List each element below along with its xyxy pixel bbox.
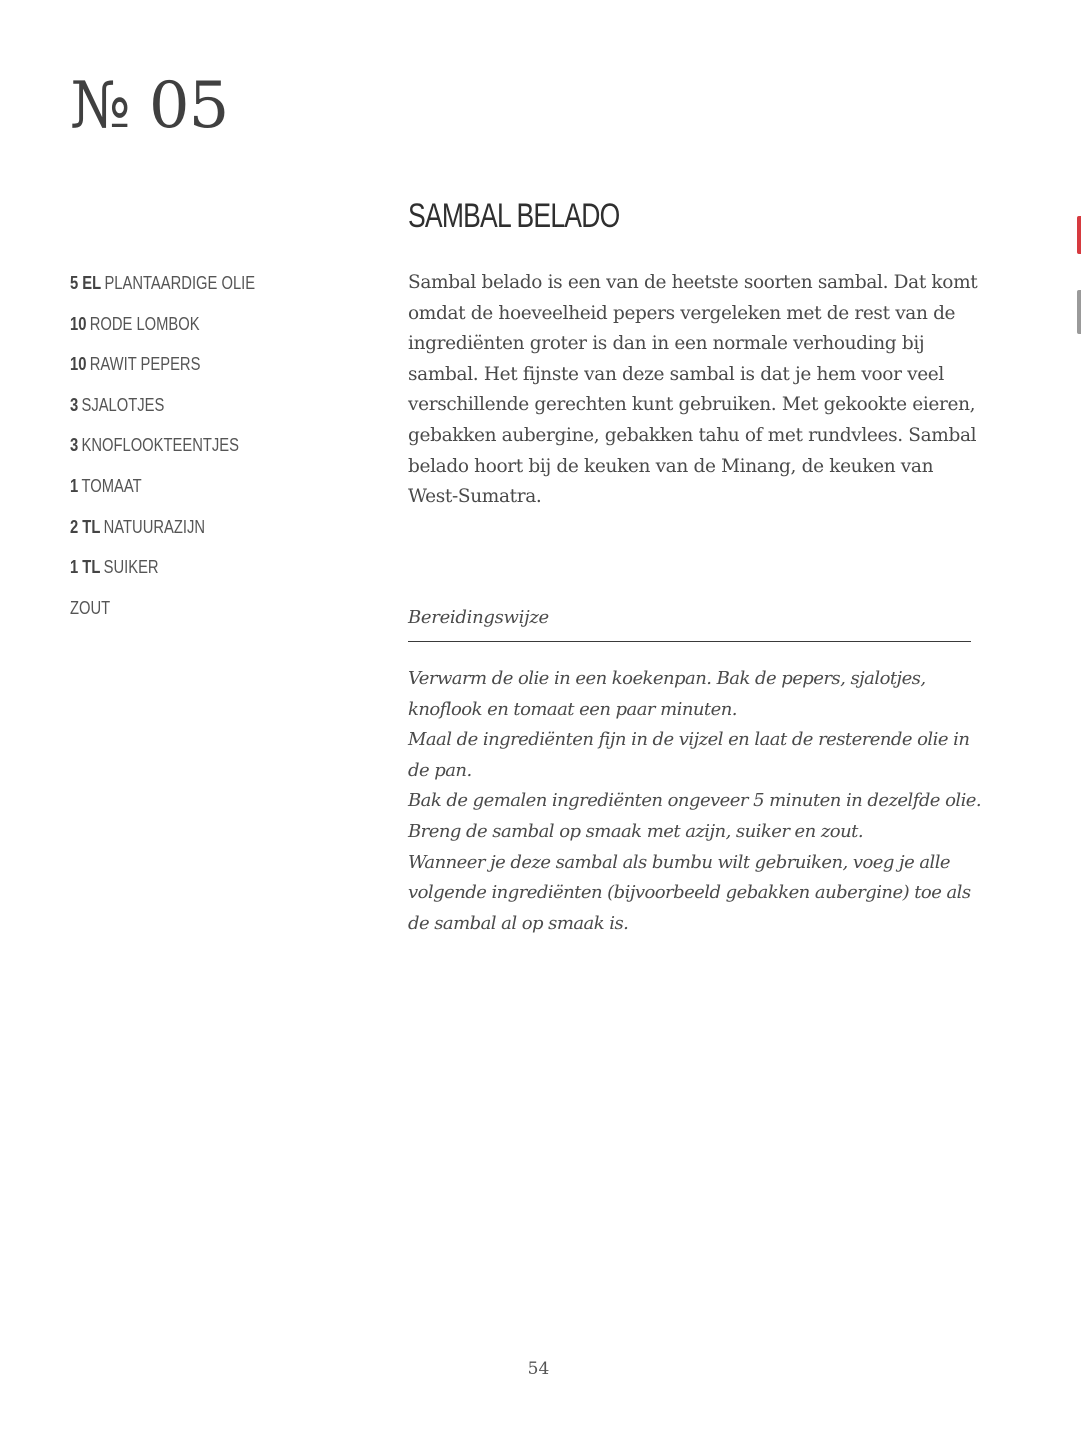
ingredient-item <box>70 311 255 352</box>
ingredient-name: PLANTAARDIGE OLIE <box>104 273 256 293</box>
ingredient-quantity: 1 <box>70 475 79 496</box>
ingredient-item <box>70 514 255 555</box>
recipe-title: SAMBAL BELADO <box>408 197 620 235</box>
ingredient-quantity: 2 TL <box>70 516 101 537</box>
ingredient-item <box>70 392 255 433</box>
preparation-step: Breng de sambal op smaak met azijn, suiker en zout. <box>408 820 863 842</box>
ingredient-quantity: 10 <box>70 313 87 334</box>
preparation-steps <box>408 664 983 939</box>
ingredient-name: RODE LOMBOK <box>89 313 200 334</box>
ingredient-name: ZOUT <box>70 597 111 618</box>
ingredient-item <box>70 351 255 392</box>
ingredient-item <box>70 432 255 473</box>
ingredient-quantity: 5 EL <box>70 273 102 293</box>
preparation-heading: Bereidingswijze <box>408 607 549 628</box>
ingredient-quantity: 1 TL <box>70 557 101 578</box>
preparation-step: Verwarm de olie in een koekenpan. Bak de pepers, sjalotjes, knoflook en tomaat een paar minuten. <box>408 668 926 720</box>
ingredient-name: NATUURAZIJN <box>103 516 206 537</box>
ingredient-item <box>70 554 255 595</box>
ingredient-item <box>70 595 255 636</box>
preparation-step: Wanneer je deze sambal als bumbu wilt gebruiken, voeg je alle volgende ingrediënten (bijvoorbeeld gebakken aubergine) toe als de sambal al op smaak is. <box>408 851 971 934</box>
page-number: 54 <box>527 1359 550 1379</box>
ingredient-name: SJALOTJES <box>81 394 165 415</box>
ingredient-item <box>70 270 255 311</box>
ingredient-name: KNOFLOOKTEENTJES <box>81 435 239 456</box>
ingredient-item <box>70 473 255 514</box>
ingredient-quantity: 3 <box>70 394 79 415</box>
edge-tab-grey <box>1077 290 1081 334</box>
preparation-divider <box>408 641 971 642</box>
ingredient-name: SUIKER <box>103 557 159 578</box>
preparation-step: Bak de gemalen ingrediënten ongeveer 5 minuten in dezelfde olie. <box>408 790 982 812</box>
ingredient-quantity: 3 <box>70 435 79 456</box>
ingredient-list <box>70 270 296 635</box>
edge-tab-red <box>1077 216 1081 254</box>
recipe-number: № 05 <box>70 69 229 143</box>
ingredient-name: TOMAAT <box>81 475 142 496</box>
ingredient-name: RAWIT PEPERS <box>89 354 201 375</box>
recipe-intro: Sambal belado is een van de heetste soorten sambal. Dat komt omdat de hoeveelheid pepers vergeleken met de rest van de ingrediënten groter is dan in een normale verhouding bij sambal. Het fijnste van deze sambal is dat je hem voor veel verschillende gerechten kunt gebruiken. Met gekookte eieren, gebakken aubergine, gebakken tahu of met rundvlees. Sambal belado hoort bij de keuken van de Minang, de keuken van West-Sumatra. <box>408 272 978 508</box>
preparation-step: Maal de ingrediënten fijn in de vijzel en laat de resterende olie in de pan. <box>408 729 970 781</box>
ingredient-quantity: 10 <box>70 354 87 375</box>
